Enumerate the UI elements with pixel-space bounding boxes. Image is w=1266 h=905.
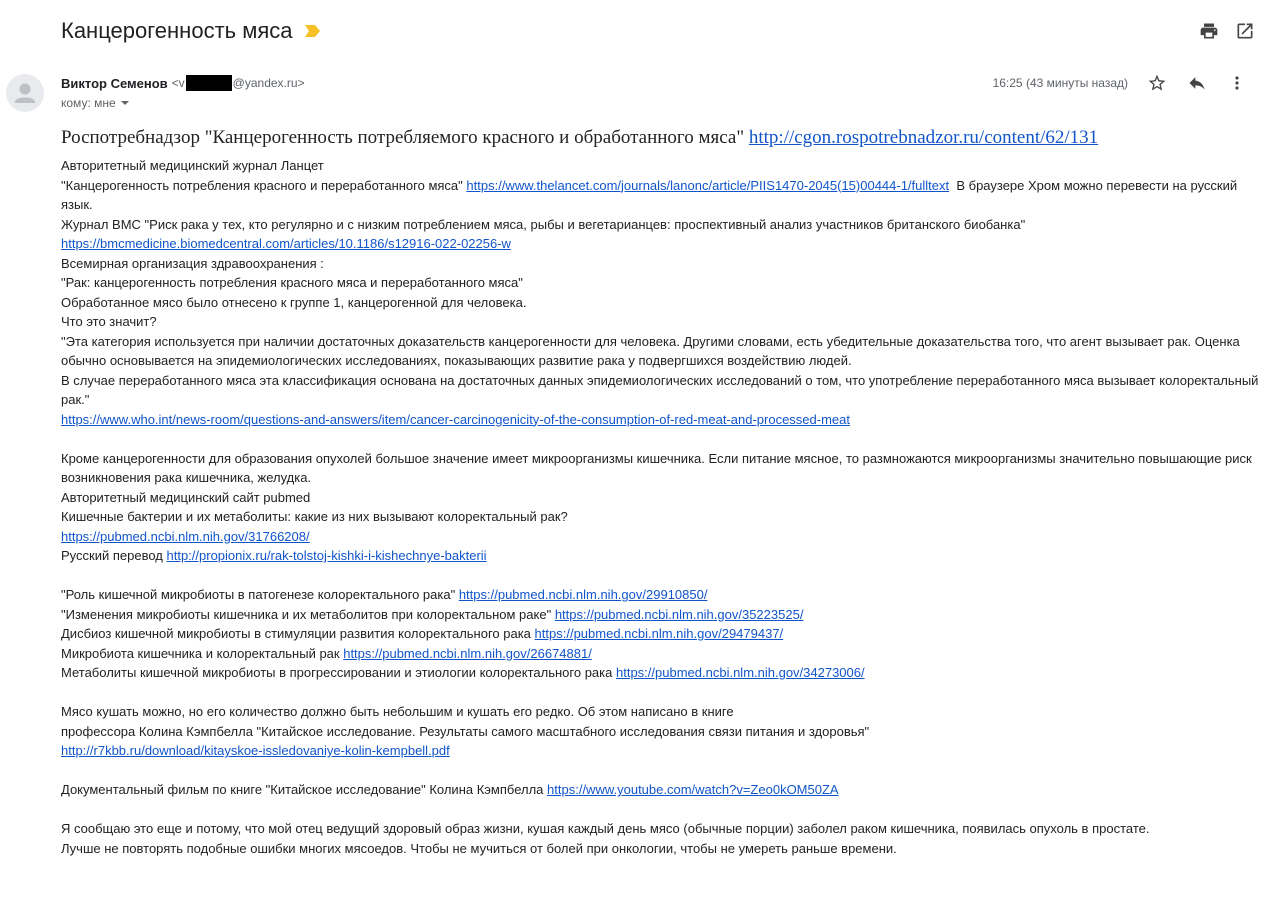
book-pdf-link[interactable]: http://r7kbb.ru/download/kitayskoe-issledovaniye-kolin-kempbell.pdf (61, 743, 450, 758)
sender-line (61, 75, 305, 91)
body-line (61, 410, 1259, 430)
sender-email-prefix: <v (171, 76, 185, 90)
redaction-bar (186, 75, 232, 91)
body-text: "Канцерогенность потребления красного и переработанного мяса" (61, 177, 463, 193)
bmc-link[interactable]: https://bmcmedicine.biomedcentral.com/articles/10.1186/s12916-022-02256-w (61, 236, 511, 251)
body-line: Мясо кушать можно, но его количество должно быть небольшим и кушать его редко. Об этом написано в книге (61, 704, 734, 719)
body-line: Кроме канцерогенности для образования опухолей большое значение имеет микроорганизмы кишечника. Если питание мясное, то размножаются микроорганизмы значительно повышающие риск возникновения рака кишечника, желудка. (61, 450, 1252, 485)
message-meta (993, 72, 1266, 94)
pubmed-link[interactable]: https://pubmed.ncbi.nlm.nih.gov/26674881/ (343, 645, 592, 661)
pubmed-link[interactable]: https://pubmed.ncbi.nlm.nih.gov/29479437/ (534, 626, 784, 641)
body-line (61, 585, 1259, 605)
body-line: Авторитетный медицинский журнал Ланцет (61, 158, 324, 173)
body-line (61, 527, 1259, 547)
body-text: Русский перевод (61, 548, 163, 563)
blank-line (61, 761, 1259, 781)
body-text: "Роль кишечной микробиоты в патогенезе колоректального рака" (61, 587, 456, 602)
body-line: Всемирная организация здравоохранения : (61, 255, 324, 271)
rospotrebnadzor-link[interactable]: http://cgon.rospotrebnadzor.ru/content/62/131 (748, 127, 1099, 148)
sender-email-suffix: @yandex.ru> (232, 76, 305, 90)
body-text: "Изменения микробиоты кишечника и их метаболитов при колоректальном раке" (61, 606, 552, 622)
body-line: Лучше не повторять подобные ошибки многих мясоедов. Чтобы не мучиться от болей при онкологии, чтобы не умереть раньше времени. (61, 840, 897, 856)
body-line: В случае переработанного мяса эта классификация основана на достаточных данных эпидемиологических исследований о том, что употребление переработанного мяса вызывает колоректальный рак." (61, 372, 1259, 407)
body-line: Что это значит? (61, 314, 157, 329)
subject-text: Канцерогенность мяса (61, 18, 293, 43)
pubmed-link[interactable]: https://pubmed.ncbi.nlm.nih.gov/35223525/ (554, 606, 804, 622)
print-icon[interactable] (1198, 20, 1220, 42)
chevron-down-icon (120, 98, 130, 108)
body-heading (61, 124, 1259, 152)
open-in-new-window-icon[interactable] (1234, 20, 1256, 42)
more-options-icon[interactable] (1226, 72, 1248, 94)
timestamp: 16:25 (43 минуты назад) (992, 76, 1128, 90)
body-text: Метаболиты кишечной микробиоты в прогрессировании и этиологии колоректального рака (61, 665, 613, 680)
body-line (61, 234, 1259, 254)
body-line: Обработанное мясо было отнесено к группе 1, канцерогенной для человека. (61, 294, 527, 310)
sender-email (172, 75, 305, 91)
body-line: Журнал BMC "Риск рака у тех, кто регулярно и с низким потреблением мяса, рыбы и вегетарианцев: проспективный анализ участников британского биобанка" (61, 216, 1026, 232)
pubmed-link[interactable]: https://pubmed.ncbi.nlm.nih.gov/34273006/ (616, 665, 865, 680)
blank-line (61, 800, 1259, 820)
pubmed-link[interactable]: https://pubmed.ncbi.nlm.nih.gov/31766208/ (61, 528, 310, 544)
who-link[interactable]: https://www.who.int/news-room/questions-and-answers/item/cancer-carcinogenicity-of-the-consumption-of-red-meat-and-processed-meat (61, 411, 850, 427)
body-line (61, 663, 1259, 683)
body-line: "Эта категория используется при наличии достаточных доказательств канцерогенности для человека. Другими словами, есть убедительные доказательства того, что агент вызывает рак. Оценка обычно основывается на эпидемиологических исследованиях, показывающих развитие рака у подвергшихся воздействию людей. (61, 333, 1240, 368)
body-text: Микробиота кишечника и колоректальный рак (61, 645, 340, 661)
propionix-link[interactable]: http://propionix.ru/rak-tolstoj-kishki-i-kishechnye-bakterii (166, 548, 487, 563)
body-line: Я сообщаю это еще и потому, что мой отец ведущий здоровый образ жизни, кушая каждый день мясо (обычные порции) заболел раком кишечника, появилась опухоль в простате. (61, 821, 1150, 836)
star-icon[interactable] (1146, 72, 1168, 94)
body-text: Дисбиоз кишечной микробиоты в стимуляции развития колоректального рака (61, 626, 531, 641)
body-line: "Рак: канцерогенность потребления красного мяса и переработанного мяса" (61, 275, 523, 290)
youtube-link[interactable]: https://www.youtube.com/watch?v=Zeo0kOM50ZA (547, 782, 839, 797)
lancet-link[interactable]: https://www.thelancet.com/journals/lanonc/article/PIIS1470-2045(15)00444-1/fulltext (466, 177, 950, 193)
body-line (61, 605, 1259, 625)
sender-name[interactable]: Виктор Семенов (61, 75, 168, 91)
body-text: Документальный фильм по книге "Китайское исследование" Колина Кэмпбелла (61, 782, 544, 797)
body-line: Авторитетный медицинский сайт pubmed (61, 489, 311, 505)
recipients-label: кому: мне (61, 96, 116, 110)
importance-marker-icon[interactable] (305, 25, 320, 37)
blank-line (61, 429, 1259, 449)
body-line (61, 546, 1259, 566)
body-line: Кишечные бактерии и их метаболиты: какие из них вызывают колоректальный рак? (61, 509, 568, 524)
recipients-toggle[interactable] (61, 96, 130, 110)
body-line (61, 176, 1259, 215)
body-line (61, 780, 1259, 800)
body-line (61, 624, 1259, 644)
heading-text: Роспотребнадзор "Канцерогенность потребляемого красного и обработанного мяса" (61, 127, 745, 148)
body-line (61, 644, 1259, 664)
person-icon (6, 74, 44, 112)
body-text: В браузере Хром можно перевести на русский язык. (61, 177, 1241, 212)
top-actions (1198, 20, 1256, 42)
message-body (61, 124, 1259, 858)
pubmed-link[interactable]: https://pubmed.ncbi.nlm.nih.gov/29910850/ (458, 587, 708, 602)
blank-line (61, 566, 1259, 586)
sender-avatar (6, 74, 44, 112)
blank-line (61, 683, 1259, 703)
email-subject (61, 18, 320, 44)
body-line: профессора Колина Кэмпбелла "Китайское исследование. Результаты самого масштабного исследования связи питания и здоровья" (61, 723, 870, 739)
body-line (61, 741, 1259, 761)
reply-icon[interactable] (1186, 72, 1208, 94)
